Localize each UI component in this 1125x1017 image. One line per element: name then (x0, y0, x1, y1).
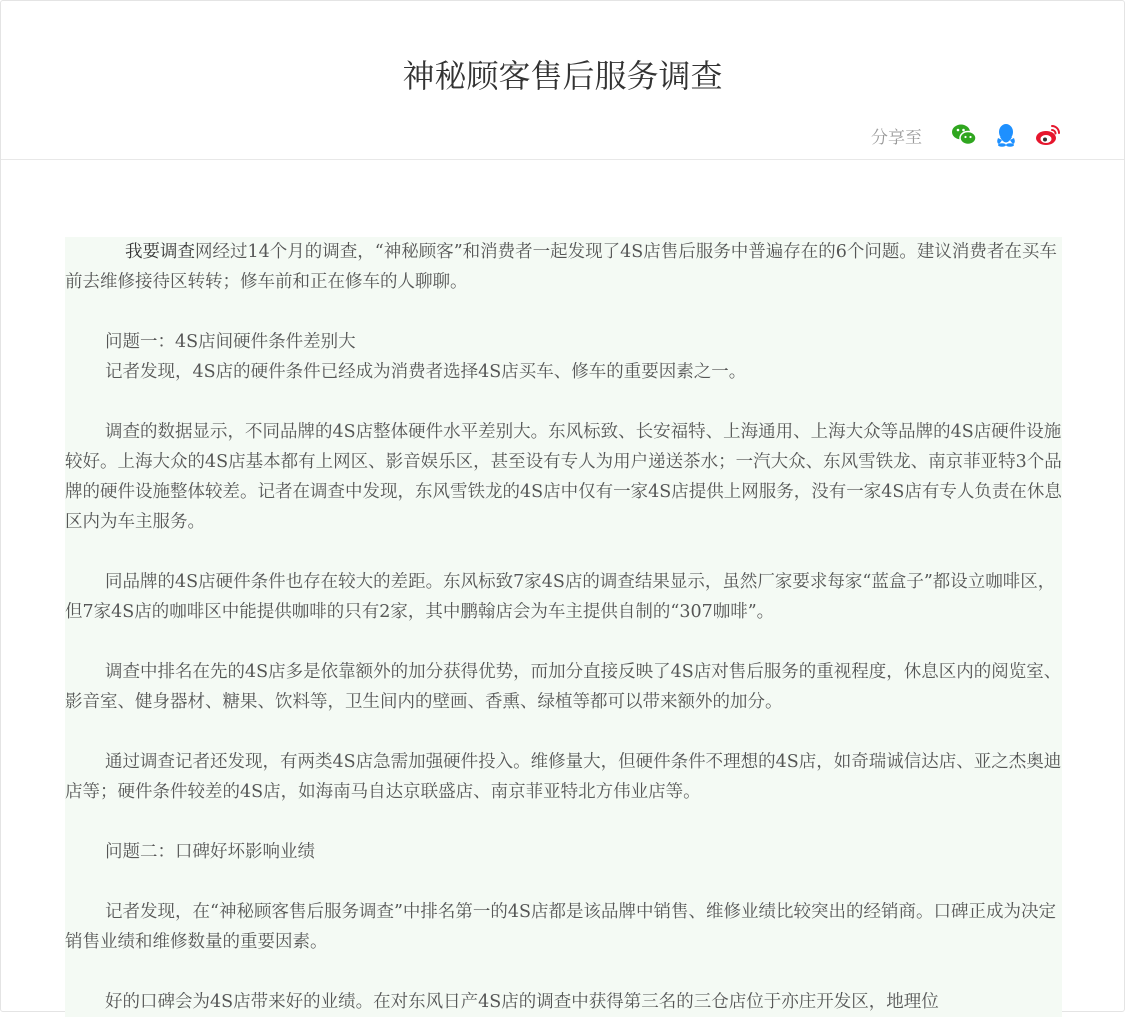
paragraph: 记者发现，4S店的硬件条件已经成为消费者选择4S店买车、修车的重要因素之一。 (105, 362, 747, 382)
share-bar (871, 121, 1062, 149)
paragraph: 调查中排名在先的4S店多是依靠额外的加分获得优势，而加分直接反映了4S店对售后服务的重视程度，休息区内的阅览室、影音室、健身器材、糖果、饮料等，卫生间内的壁画、香熏、绿植等都可以带来额外的加分。 (65, 662, 1062, 712)
page-title: 神秘顾客售后服务调查 (402, 57, 723, 95)
paragraph (65, 237, 1062, 297)
site-link[interactable]: 我要调查 (125, 242, 195, 262)
paragraph-spacer (65, 537, 1062, 567)
paragraph: 好的口碑会为4S店带来好的业绩。在对东风日产4S店的调查中获得第三名的三仓店位于亦庄开发区，地理位 (105, 992, 939, 1012)
weibo-icon[interactable] (1034, 121, 1062, 149)
paragraph-spacer (65, 717, 1062, 747)
paragraph: 通过调查记者还发现，有两类4S店急需加强硬件投入。维修量大，但硬件条件不理想的4S店，如奇瑞诚信达店、亚之杰奥迪店等；硬件条件较差的4S店，如海南马自达京联盛店、南京菲亚特北方伟业店等。 (65, 752, 1062, 802)
section-heading: 问题二：口碑好坏影响业绩 (105, 842, 315, 862)
paragraph-spacer (65, 867, 1062, 897)
article-body (65, 237, 1062, 1017)
paragraph: 调查的数据显示，不同品牌的4S店整体硬件水平差别大。东风标致、长安福特、上海通用、上海大众等品牌的4S店硬件设施较好。上海大众的4S店基本都有上网区、影音娱乐区，甚至设有专人为用户递送茶水；一汽大众、东风雪铁龙、南京菲亚特3个品牌的硬件设施整体较差。记者在调查中发现，东风雪铁龙的4S店中仅有一家4S店提供上网服务，没有一家4S店有专人负责在休息区内为车主服务。 (65, 422, 1062, 532)
qq-icon[interactable] (992, 121, 1020, 149)
paragraph: 记者发现，在“神秘顾客售后服务调查”中排名第一的4S店都是该品牌中销售、维修业绩比较突出的经销商。口碑正成为决定销售业绩和维修数量的重要因素。 (65, 902, 1057, 952)
paragraph-spacer (65, 387, 1062, 417)
section-heading: 问题一：4S店间硬件条件差别大 (105, 332, 356, 352)
share-label: 分享至 (871, 127, 922, 148)
paragraph-spacer (65, 297, 1062, 327)
paragraph-text: 网经过14个月的调查，“神秘顾客”和消费者一起发现了4S店售后服务中普遍存在的6个问题。建议消费者在买车前去维修接待区转转；修车前和正在修车的人聊聊。 (65, 242, 1057, 292)
wechat-icon[interactable] (950, 121, 978, 149)
paragraph-spacer (65, 957, 1062, 987)
paragraph-spacer (65, 627, 1062, 657)
article-header (1, 1, 1124, 160)
paragraph: 同品牌的4S店硬件条件也存在较大的差距。东风标致7家4S店的调查结果显示，虽然厂家要求每家“蓝盒子”都设立咖啡区，但7家4S店的咖啡区中能提供咖啡的只有2家，其中鹏翰店会为车主提供自制的“307咖啡”。 (65, 572, 1056, 622)
paragraph-spacer (65, 807, 1062, 837)
